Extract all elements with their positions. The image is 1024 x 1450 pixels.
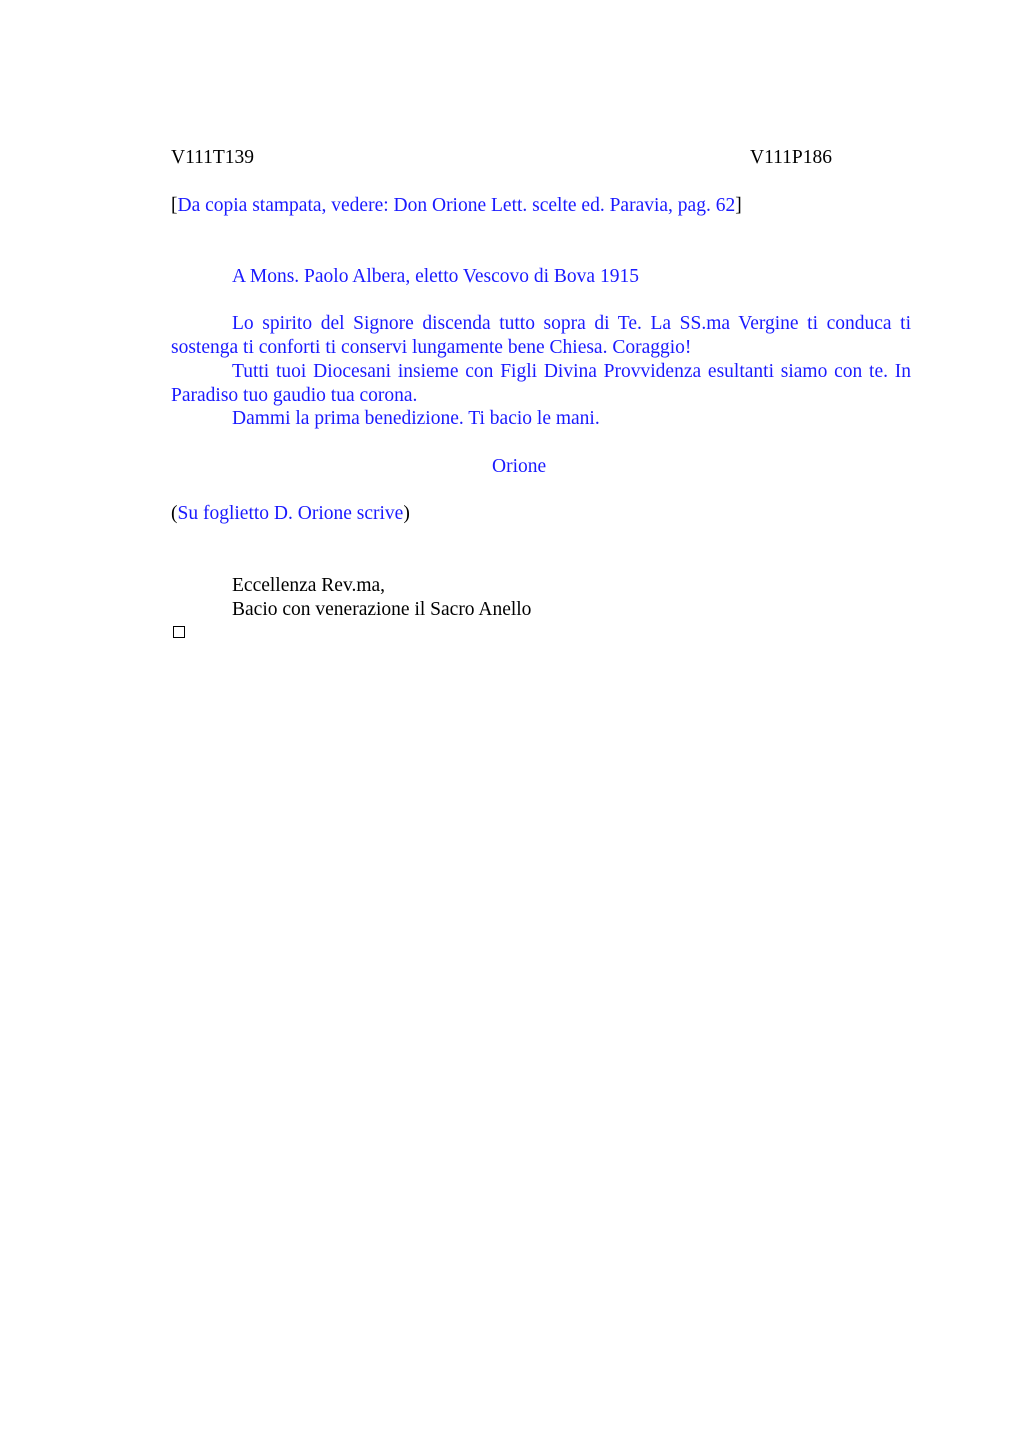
letter-paragraph-2: Tutti tuoi Diocesani insieme con Figli Divina Provvidenza esultanti siamo con te. In Paradiso tuo gaudio tua corona.	[171, 361, 911, 406]
letter-paragraph-1: Lo spirito del Signore discenda tutto sopra di Te. La SS.ma Vergine ti conduca ti sostenga ti conforti ti conservi lungamente bene Chiesa. Coraggio!	[171, 313, 911, 358]
second-note-greeting: Eccellenza Rev.ma,	[232, 575, 386, 596]
source-open-bracket: [	[171, 195, 178, 216]
source-note-text: Da copia stampata, vedere: Don Orione Lett. scelte ed. Paravia, pag. 62	[177, 195, 736, 216]
letter-signature: Orione	[492, 456, 547, 477]
note-open-paren: (	[171, 503, 178, 524]
note-close-paren: )	[403, 503, 410, 524]
source-close-bracket: ]	[735, 195, 742, 216]
foglietto-note	[171, 502, 410, 526]
letter-title: A Mons. Paolo Albera, eletto Vescovo di Bova 1915	[232, 266, 639, 287]
document-code-right: V111P186	[750, 147, 832, 168]
second-note-closing: Bacio con venerazione il Sacro Anello	[232, 599, 532, 620]
source-note	[171, 194, 742, 218]
document-code-left: V111T139	[171, 147, 255, 168]
foglietto-note-text: Su foglietto D. Orione scrive	[177, 503, 404, 524]
placeholder-box-icon	[173, 626, 185, 638]
letter-paragraph-3: Dammi la prima benedizione. Ti bacio le mani.	[232, 408, 600, 429]
